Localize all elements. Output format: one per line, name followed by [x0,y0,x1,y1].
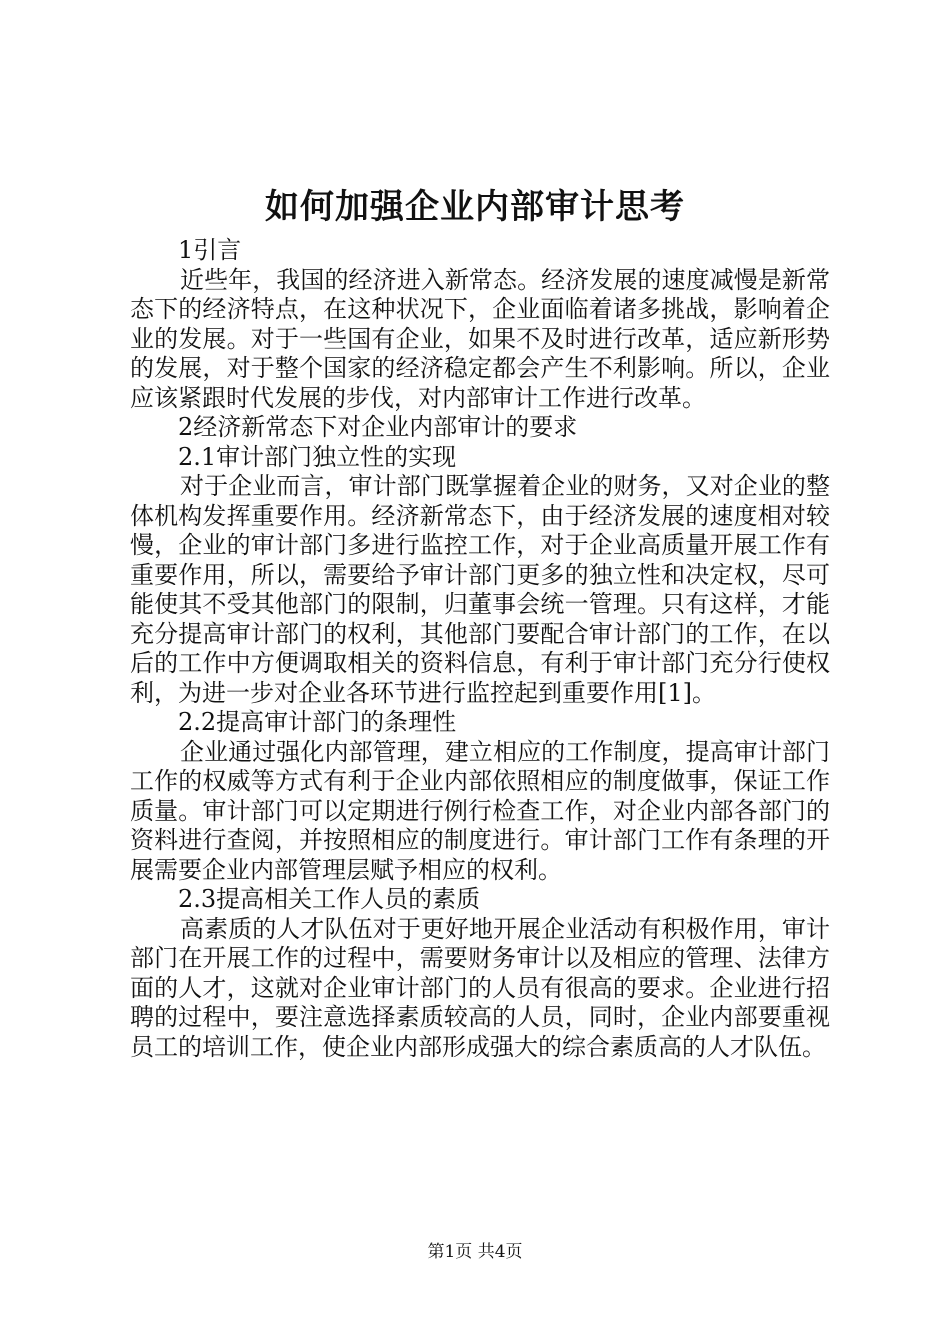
paragraph-2-3: 高素质的人才队伍对于更好地开展企业活动有积极作用，审计部门在开展工作的过程中，需要财务审计以及相应的管理、法律方面的人才，这就对企业审计部门的人员有很高的要求。企业进行招聘的过程中，要注意选择素质较高的人员，同时，企业内部要重视员工的培训工作，使企业内部形成强大的综合素质高的人才队伍。 [130,914,830,1061]
subsection-heading-2-2: 2.2提高审计部门的条理性 [178,708,457,736]
section-heading-2: 2经济新常态下对企业内部审计的要求 [178,413,578,441]
page-number-footer: 第1页 共4页 [427,1242,523,1262]
subsection-heading-2-1: 2.1审计部门独立性的实现 [178,442,457,471]
paragraph-2-2: 企业通过强化内部管理，建立相应的工作制度，提高审计部门工作的权威等方式有利于企业内部依照相应的制度做事，保证工作质量。审计部门可以定期进行例行检查工作，对企业内部各部门的资料进行查阅，并按照相应的制度进行。审计部门工作有条理的开展需要企业内部管理层赋予相应的权利。 [130,737,830,884]
paragraph-2-1: 对于企业而言，审计部门既掌握着企业的财务，又对企业的整体机构发挥重要作用。经济新常态下，由于经济发展的速度相对较慢，企业的审计部门多进行监控工作，对于企业高质量开展工作有重要作用，所以，需要给予审计部门更多的独立性和决定权，尽可能使其不受其他部门的限制，归董事会统一管理。只有这样，才能充分提高审计部门的权利，其他部门要配合审计部门的工作，在以后的工作中方便调取相关的资料信息，有利于审计部门充分行使权利，为进一步对企业各环节进行监控起到重要作用[1]。 [130,472,830,707]
document-body [130,236,830,1062]
section-heading-1: 1引言 [178,236,242,264]
document-title: 如何加强企业内部审计思考 [265,187,685,227]
subsection-heading-2-3: 2.3提高相关工作人员的素质 [178,885,481,913]
paragraph-intro: 近些年，我国的经济进入新常态。经济发展的速度减慢是新常态下的经济特点，在这种状况下，企业面临着诸多挑战，影响着企业的发展。对于一些国有企业，如果不及时进行改革，适应新形势的发展，对于整个国家的经济稳定都会产生不利影响。所以，企业应该紧跟时代发展的步伐，对内部审计工作进行改革。 [130,265,830,412]
